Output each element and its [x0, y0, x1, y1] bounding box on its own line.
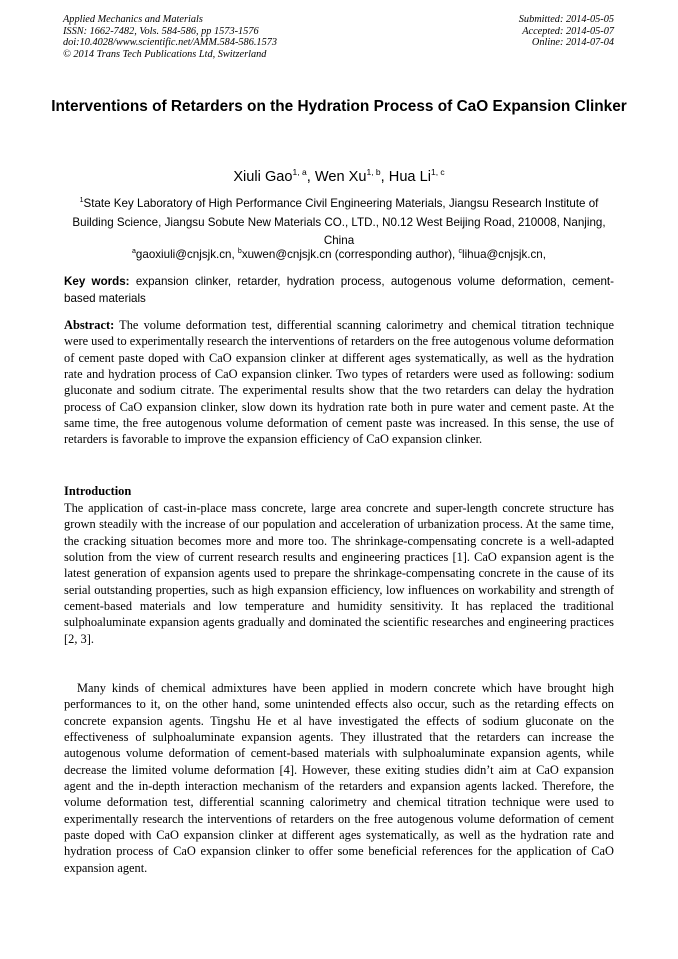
- affiliation: [58, 195, 620, 251]
- author-name: Hua Li: [388, 169, 431, 185]
- author-name: Xiuli Gao: [233, 169, 293, 185]
- keywords: [64, 273, 614, 307]
- journal-info-header: [63, 14, 277, 60]
- abstract-text: The volume deformation test, differential scanning calorimetry and chemical titration technique were used to experimentally research the interventions of retarders on the free autogenous volume deformation of cement paste doped with CaO expansion clinker at different ages systematically, as well as the hydration rate and hydration process of CaO expansion clinker. Two types of retarders were used as following: sodium gluconate and sodium citrate. The experimental results show that the two retarders can delay the hydration process of CaO expansion clinker, slow down its hydration rate both in pure water and cement paste. At the same time, the free autogenous volume deformation of cement paste was increased. In this sense, the use of retarders is favorable to improve the expansion efficiency of CaO expansion clinker.: [64, 318, 615, 447]
- journal-name: Applied Mechanics and Materials: [63, 14, 203, 25]
- submitted-date: Submitted: 2014-05-05: [518, 14, 614, 25]
- online-date: Online: 2014-07-04: [531, 37, 614, 49]
- accepted-date: Accepted: 2014-05-07: [522, 25, 614, 37]
- affiliation-text: State Key Laboratory of High Performance Civil Engineering Materials, Jiangsu Research Institute of Building Science, Jiangsu Sobute New Materials CO., LTD., N0.12 West Beijing Road, 210008, Nanjing, China: [72, 197, 606, 247]
- author-name: Wen Xu: [314, 169, 367, 185]
- doi-line[interactable]: doi:10.4028/www.scientific.net/AMM.584-586.1573: [63, 37, 278, 49]
- abstract-label: Abstract:: [64, 318, 115, 332]
- email-superscript: a: [132, 248, 136, 255]
- author-separator: ,: [380, 169, 389, 185]
- abstract: [64, 317, 614, 448]
- email-superscript: b: [237, 248, 242, 255]
- affiliation-superscript: 1: [79, 197, 84, 204]
- section-heading-introduction: Introduction: [64, 484, 132, 498]
- author-superscript: 1, b: [366, 167, 381, 177]
- introduction-paragraph: Many kinds of chemical admixtures have been applied in modern concrete which have brought high performances to it, on the other hand, some unintended effects also occur, such as the retarding effects on concrete expansion agents. Tingshu He et al have investigated the effects of sodium gluconate on the effectiveness of sulphoaluminate expansion agents. They illustrated that the retarders can increase the autogenous volume deformation of cement-based materials with sulphoaluminate expansion agents, while decrease the limited volume deformation [4]. However, these exiting studies didn’t aim at CaO expansion agent and the in-depth interaction mechanism of the retarders and expansion agents lacked. Therefore, the volume deformation test, differential scanning calorimetry and chemical titration technique were used to experimentally research the interventions of retarders on the free autogenous volume deformation of cement paste doped with CaO expansion clinker at different ages systematically, as well as the hydration rate and hydration process of CaO expansion clinker to offer some beneficial references for the application of CaO expansion agent.: [64, 681, 614, 875]
- author-superscript: 1, a: [292, 167, 307, 177]
- author-separator: ,: [306, 169, 315, 185]
- author-emails: [40, 247, 638, 263]
- paper-title: Interventions of Retarders on the Hydration Process of CaO Expansion Clinker: [51, 98, 627, 115]
- copyright-line: © 2014 Trans Tech Publications Ltd, Switzerland: [63, 48, 267, 60]
- email-address[interactable]: gaoxiuli@cnjsjk.cn,: [135, 248, 238, 261]
- issn-line: ISSN: 1662-7482, Vols. 584-586, pp 1573-1576: [63, 25, 259, 37]
- author-superscript: 1, c: [430, 167, 445, 177]
- email-superscript: c: [458, 248, 463, 255]
- dates-header: [519, 14, 614, 49]
- author-list: [40, 167, 638, 187]
- keywords-text: expansion clinker, retarder, hydration process, autogenous volume deformation, cement-based materials: [64, 275, 614, 305]
- introduction-paragraph: The application of cast-in-place mass concrete, large area concrete and super-length concrete structure has grown steadily with the increase of our population and acceleration of urbanization process. At the same time, the cracking situation becomes more and more too. The shrinkage-compensating concrete is a well-adapted solution from the view of current research results and engineering practices [1]. CaO expansion agent is the latest generation of expansion agents used to prepare the shrinkage-compensating concrete in the cause of its serial outstanding properties, such as high expansion efficiency, low influences on workability and strength of cement-based materials and low temperature and humidity sensitivity. It has replaced the traditional sulphoaluminate expansion agents gradually and dominated the scientific researches and engineering practices [2, 3].: [64, 501, 614, 646]
- keywords-label: Key words:: [64, 275, 130, 288]
- email-address[interactable]: lihua@cnjsjk.cn,: [462, 248, 546, 261]
- email-address[interactable]: xuwen@cnjsjk.cn (corresponding author),: [241, 248, 459, 261]
